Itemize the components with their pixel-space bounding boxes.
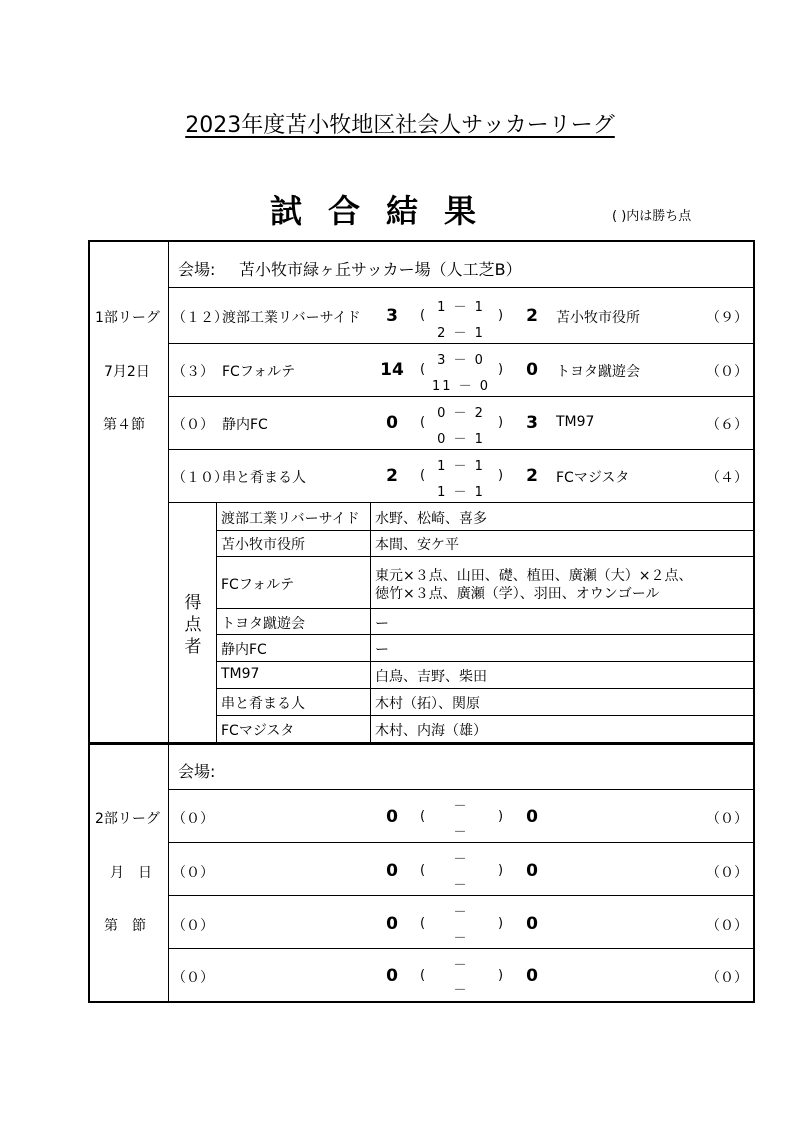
first-half-score: － xyxy=(453,799,469,814)
close-paren: ) xyxy=(498,809,504,824)
league1-label: 1部リーグ xyxy=(95,310,160,326)
scorer-team: 静内FC xyxy=(221,642,267,658)
league1-round: 第４節 xyxy=(103,417,145,433)
home-score: 0 xyxy=(386,861,398,881)
scorer-team: TM97 xyxy=(221,666,260,682)
league2-round: 第 節 xyxy=(104,918,146,934)
home-score: 0 xyxy=(386,966,398,986)
home-score: 0 xyxy=(386,413,398,433)
away-team: FCマジスタ xyxy=(556,470,630,486)
away-score: 0 xyxy=(526,914,538,934)
points-note: ( )内は勝ち点 xyxy=(612,209,692,224)
second-half-score: 2 － 1 xyxy=(437,326,485,341)
close-paren: ) xyxy=(498,468,504,483)
away-score: 0 xyxy=(526,966,538,986)
open-paren: ( xyxy=(420,809,426,824)
close-paren: ) xyxy=(498,362,504,377)
away-team: TM97 xyxy=(556,414,595,430)
away-score: 2 xyxy=(526,306,538,326)
scorer-players: 白鳥、吉野、柴田 xyxy=(375,669,487,685)
open-paren: ( xyxy=(420,968,426,983)
away-team: トヨタ蹴遊会 xyxy=(556,364,640,380)
home-team: 串と肴まる人 xyxy=(222,470,306,486)
page-title: 2023年度苫小牧地区社会人サッカーリーグ xyxy=(185,113,615,138)
second-half-score: 0 － 1 xyxy=(437,432,485,447)
scorer-players: 本間、安ケ平 xyxy=(375,537,459,553)
home-team: 渡部工業リバーサイド xyxy=(222,310,361,326)
scorer-players: ー xyxy=(375,642,389,658)
away-team: 苫小牧市役所 xyxy=(556,310,640,326)
league2-date: 月 日 xyxy=(110,865,152,881)
away-score: 3 xyxy=(526,413,538,433)
open-paren: ( xyxy=(420,863,426,878)
league2-label: 2部リーグ xyxy=(95,811,160,827)
scorer-players: 木村（拓）、関原 xyxy=(375,696,480,712)
scorer-players-line2: 徳竹×３点、廣瀬（学）、羽田、オウンゴール xyxy=(375,586,660,602)
home-points: （０） xyxy=(172,865,214,881)
open-paren: ( xyxy=(420,415,426,430)
results-heading: 試合結果 xyxy=(269,192,502,230)
away-points: （０） xyxy=(706,811,748,827)
first-half-score: － xyxy=(453,905,469,920)
first-half-score: 0 － 2 xyxy=(437,406,485,421)
away-score: 2 xyxy=(526,466,538,486)
close-paren: ) xyxy=(498,968,504,983)
scorer-players: 木村、内海（雄） xyxy=(375,723,487,739)
league1-date: 7月2日 xyxy=(104,364,150,380)
scorer-players: 東元×３点、山田、礎、植田、廣瀬（大）×２点、 xyxy=(375,568,693,584)
first-half-score: － xyxy=(453,852,469,867)
venue-label: 会場: xyxy=(178,762,216,781)
away-score: 0 xyxy=(526,360,538,380)
scorer-team: 串と肴まる人 xyxy=(221,696,305,712)
second-half-score: 1 － 1 xyxy=(437,485,485,500)
scorer-players: 水野、松崎、喜多 xyxy=(375,511,487,527)
home-points: （１２） xyxy=(172,310,228,326)
scorers-label: 得点者 xyxy=(184,593,202,657)
home-points: （０） xyxy=(172,918,214,934)
scorer-team: FCマジスタ xyxy=(221,723,295,739)
home-score: 14 xyxy=(380,360,404,380)
close-paren: ) xyxy=(498,863,504,878)
second-half-score: － xyxy=(453,825,469,840)
home-score: 0 xyxy=(386,807,398,827)
home-points: （３） xyxy=(172,364,214,380)
open-paren: ( xyxy=(420,362,426,377)
away-points: （６） xyxy=(706,417,748,433)
away-points: （０） xyxy=(706,865,748,881)
close-paren: ) xyxy=(498,916,504,931)
away-points: （０） xyxy=(706,364,748,380)
first-half-score: － xyxy=(453,958,469,973)
home-team: FCフォルテ xyxy=(222,364,296,380)
away-points: （４） xyxy=(706,470,748,486)
second-half-score: 11 － 0 xyxy=(431,379,491,394)
close-paren: ) xyxy=(498,415,504,430)
second-half-score: － xyxy=(453,931,469,946)
away-points: （９） xyxy=(706,310,748,326)
away-score: 0 xyxy=(526,861,538,881)
scorer-team: 苫小牧市役所 xyxy=(221,537,305,553)
home-points: （０） xyxy=(172,970,214,986)
first-half-score: 3 － 0 xyxy=(437,353,485,368)
first-half-score: 1 － 1 xyxy=(437,300,485,315)
scorer-team: トヨタ蹴遊会 xyxy=(221,616,305,632)
home-score: 0 xyxy=(386,914,398,934)
venue-name: 苫小牧市緑ヶ丘サッカー場（人工芝B） xyxy=(239,260,522,279)
second-half-score: － xyxy=(453,983,469,998)
venue-label: 会場: xyxy=(178,260,216,279)
scorer-team: FCフォルテ xyxy=(221,577,295,593)
home-points: （０） xyxy=(172,417,214,433)
open-paren: ( xyxy=(420,308,426,323)
home-points: （０） xyxy=(172,811,214,827)
second-half-score: － xyxy=(453,878,469,893)
open-paren: ( xyxy=(420,916,426,931)
away-points: （０） xyxy=(706,970,748,986)
scorer-team: 渡部工業リバーサイド xyxy=(221,511,360,527)
home-points: （１０） xyxy=(172,470,228,486)
open-paren: ( xyxy=(420,468,426,483)
first-half-score: 1 － 1 xyxy=(437,459,485,474)
away-score: 0 xyxy=(526,807,538,827)
home-score: 2 xyxy=(386,466,398,486)
home-score: 3 xyxy=(386,306,398,326)
away-points: （０） xyxy=(706,918,748,934)
close-paren: ) xyxy=(498,308,504,323)
home-team: 静内FC xyxy=(222,417,268,433)
scorer-players: ー xyxy=(375,616,389,632)
